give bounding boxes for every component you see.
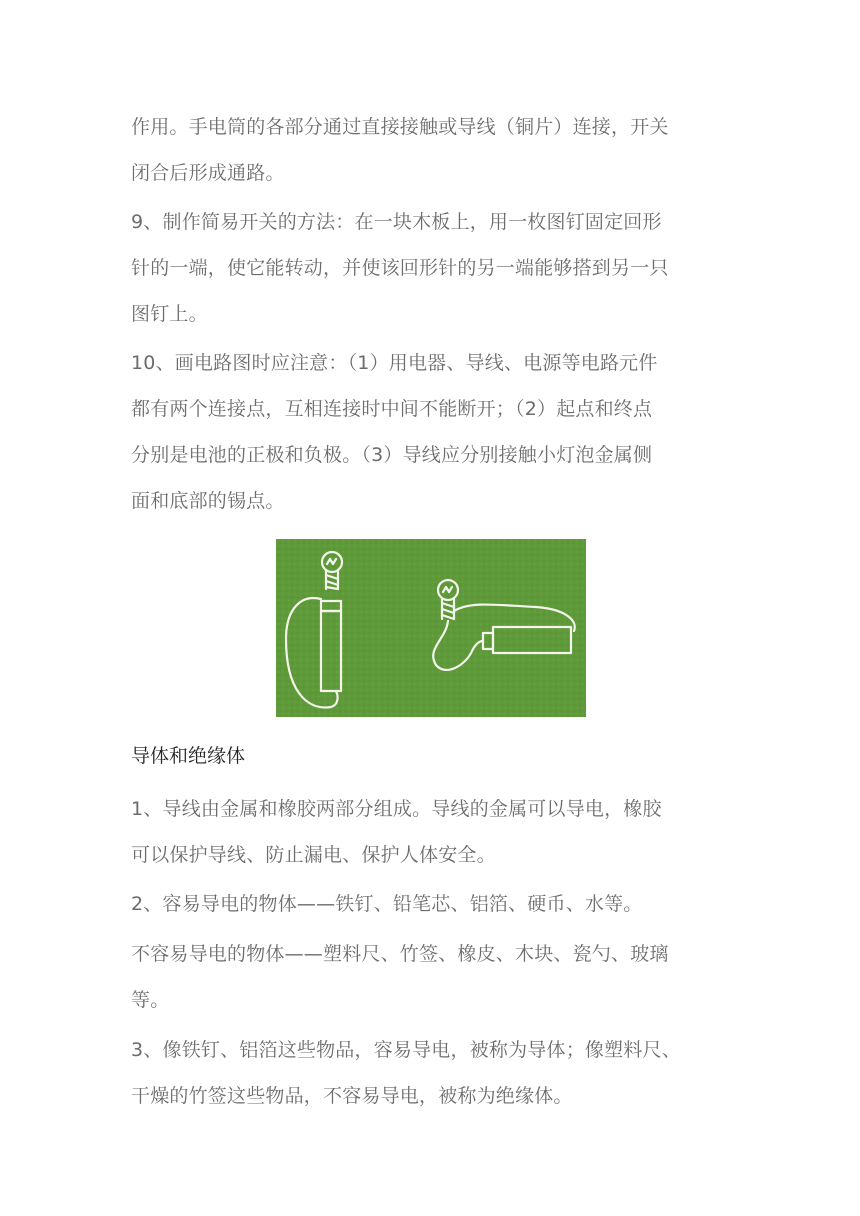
text-line: 分别是电池的正极和负极。（3）导线应分别接触小灯泡金属侧	[131, 444, 653, 466]
text-line: 10、画电路图时应注意：（1）用电器、导线、电源等电路元件	[131, 352, 658, 374]
text-line: 图钉上。	[131, 303, 208, 325]
text-line: 干燥的竹签这些物品，不容易导电，被称为绝缘体。	[131, 1085, 573, 1107]
paragraph-circuit-diagram-notes	[131, 340, 731, 524]
section-heading: 导体和绝缘体	[131, 745, 246, 767]
text-line: 等。	[131, 989, 170, 1011]
text-line: 作用。手电筒的各部分通过直接接触或导线（铜片）连接，开关	[131, 116, 669, 138]
text-line: 2、容易导电的物体——铁钉、铅笔芯、铝箔、硬币、水等。	[131, 893, 643, 915]
text-line: 3、像铁钉、铝箔这些物品，容易导电，被称为导体；像塑料尺、	[131, 1039, 681, 1061]
text-line: 面和底部的锡点。	[131, 490, 285, 512]
text-line: 不容易导电的物体——塑料尺、竹签、橡皮、木块、瓷勺、玻璃	[131, 943, 669, 965]
text-line: 可以保护导线、防止漏电、保护人体安全。	[131, 844, 496, 866]
text-line: 1、导线由金属和橡胶两部分组成。导线的金属可以导电，橡胶	[131, 798, 662, 820]
text-line: 针的一端，使它能转动，并使该回形针的另一端能够搭到另一只	[131, 257, 669, 279]
text-line: 闭合后形成通路。	[131, 162, 285, 184]
paragraph-nonconductive-objects	[131, 931, 731, 1023]
paragraph-conductors-insulators	[131, 1027, 731, 1119]
paragraph-flashlight-connection	[131, 104, 731, 196]
paragraph-wire-composition	[131, 786, 731, 878]
paragraph-simple-switch	[131, 199, 731, 337]
text-line: 9、制作简易开关的方法：在一块木板上，用一枚图钉固定回形	[131, 211, 662, 233]
circuit-drawing	[276, 539, 586, 717]
circuit-drawing-figure	[276, 539, 586, 717]
text-line: 都有两个连接点，互相连接时中间不能断开；（2）起点和终点	[131, 398, 653, 420]
paragraph-conductive-objects	[131, 881, 731, 927]
